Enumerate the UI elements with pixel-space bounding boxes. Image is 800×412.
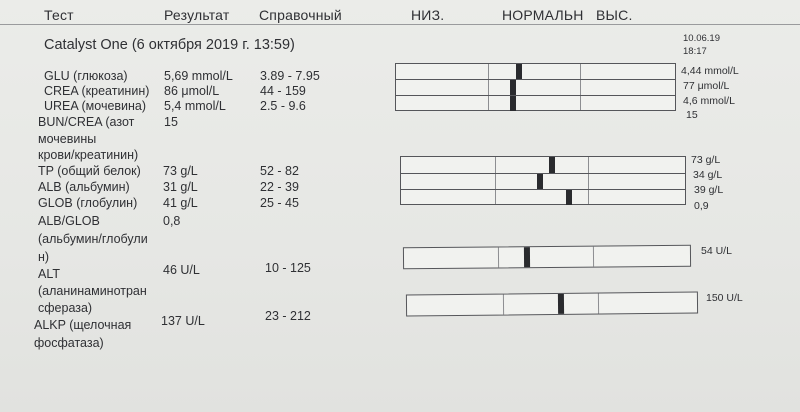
row-buncrea-name-2: мочевины [38,132,97,146]
bar-value-buncrea: 15 [686,109,698,121]
bar-marker-urea [510,96,516,111]
row-buncrea-result: 15 [164,115,178,129]
column-header-result: Результат [164,7,230,23]
row-tp-ref: 52 - 82 [260,164,299,178]
row-alb-name: ALB (альбумин) [38,180,130,194]
bar-marker-alt [524,247,530,267]
bar-value-alkp: 150 U/L [706,292,743,304]
row-crea-result: 86 μmol/L [164,84,220,98]
row-albglob-name-3: н) [38,250,50,264]
bar-value-alt: 54 U/L [701,245,732,257]
bar-value-glu: 4,44 mmol/L [681,65,739,77]
bar-marker-glu [516,64,522,79]
column-header-test: Тест [44,7,74,23]
bar-marker-glob [566,190,572,205]
bar-alkp [406,291,698,316]
row-buncrea-name-1: BUN/CREA (азот [38,115,135,129]
bar-value-tp: 73 g/L [691,154,721,166]
bar-value-glob: 39 g/L [694,184,724,196]
row-crea-ref: 44 - 159 [260,84,306,98]
row-tp-name: TP (общий белок) [38,164,141,178]
row-alb-ref: 22 - 39 [260,180,299,194]
row-alt-name-2: (аланинаминотран [38,284,147,298]
row-urea-name: UREA (мочевина) [44,99,147,113]
row-alt-result: 46 U/L [163,263,200,277]
column-header-low: НИЗ. [411,7,445,23]
column-header-high: ВЫС. [596,7,633,23]
timestamp-date: 10.06.19 [683,33,720,44]
column-header-normal: НОРМАЛЬН [502,7,584,23]
bar-value-albglob: 0,9 [694,200,709,212]
row-alkp-result: 137 U/L [161,314,205,328]
bar-group-1 [395,63,676,111]
row-glu-result: 5,69 mmol/L [164,69,233,83]
row-alt-name-1: ALT [38,267,60,281]
row-glu-name: GLU (глюкоза) [44,69,128,83]
row-alkp-ref: 23 - 212 [265,309,311,323]
report-title: Catalyst One (6 октября 2019 г. 13:59) [44,37,295,53]
row-alt-ref: 10 - 125 [265,261,311,275]
bar-marker-alkp [558,294,564,314]
row-albglob-name-1: ALB/GLOB [38,214,100,228]
bar-value-alb: 34 g/L [693,169,723,181]
row-glu-ref: 3.89 - 7.95 [260,69,320,83]
row-alb-result: 31 g/L [163,180,198,194]
row-glob-result: 41 g/L [163,196,198,210]
row-crea-name: CREA (креатинин) [44,84,150,98]
row-alkp-name-1: ALKP (щелочная [34,318,132,332]
row-alkp-name-2: фосфатаза) [34,336,104,350]
bar-marker-crea [510,80,516,95]
row-albglob-name-2: (альбумин/глобули [38,232,148,246]
row-urea-ref: 2.5 - 9.6 [260,99,306,113]
row-urea-result: 5,4 mmol/L [164,99,226,113]
bar-marker-alb [537,174,543,189]
row-alt-name-3: сфераза) [38,301,93,315]
bar-group-2 [400,156,686,205]
column-header-reference: Справочный [259,7,342,23]
bar-marker-tp [549,157,555,173]
timestamp-time: 18:17 [683,46,707,57]
row-buncrea-name-3: крови/креатинин) [38,148,139,162]
row-glob-name: GLOB (глобулин) [38,196,138,210]
bar-alt [403,245,691,270]
bar-value-urea: 4,6 mmol/L [683,95,735,107]
bar-value-crea: 77 μmol/L [683,80,730,92]
header-divider [0,24,800,25]
row-glob-ref: 25 - 45 [260,196,299,210]
row-tp-result: 73 g/L [163,164,198,178]
row-albglob-result: 0,8 [163,214,181,228]
